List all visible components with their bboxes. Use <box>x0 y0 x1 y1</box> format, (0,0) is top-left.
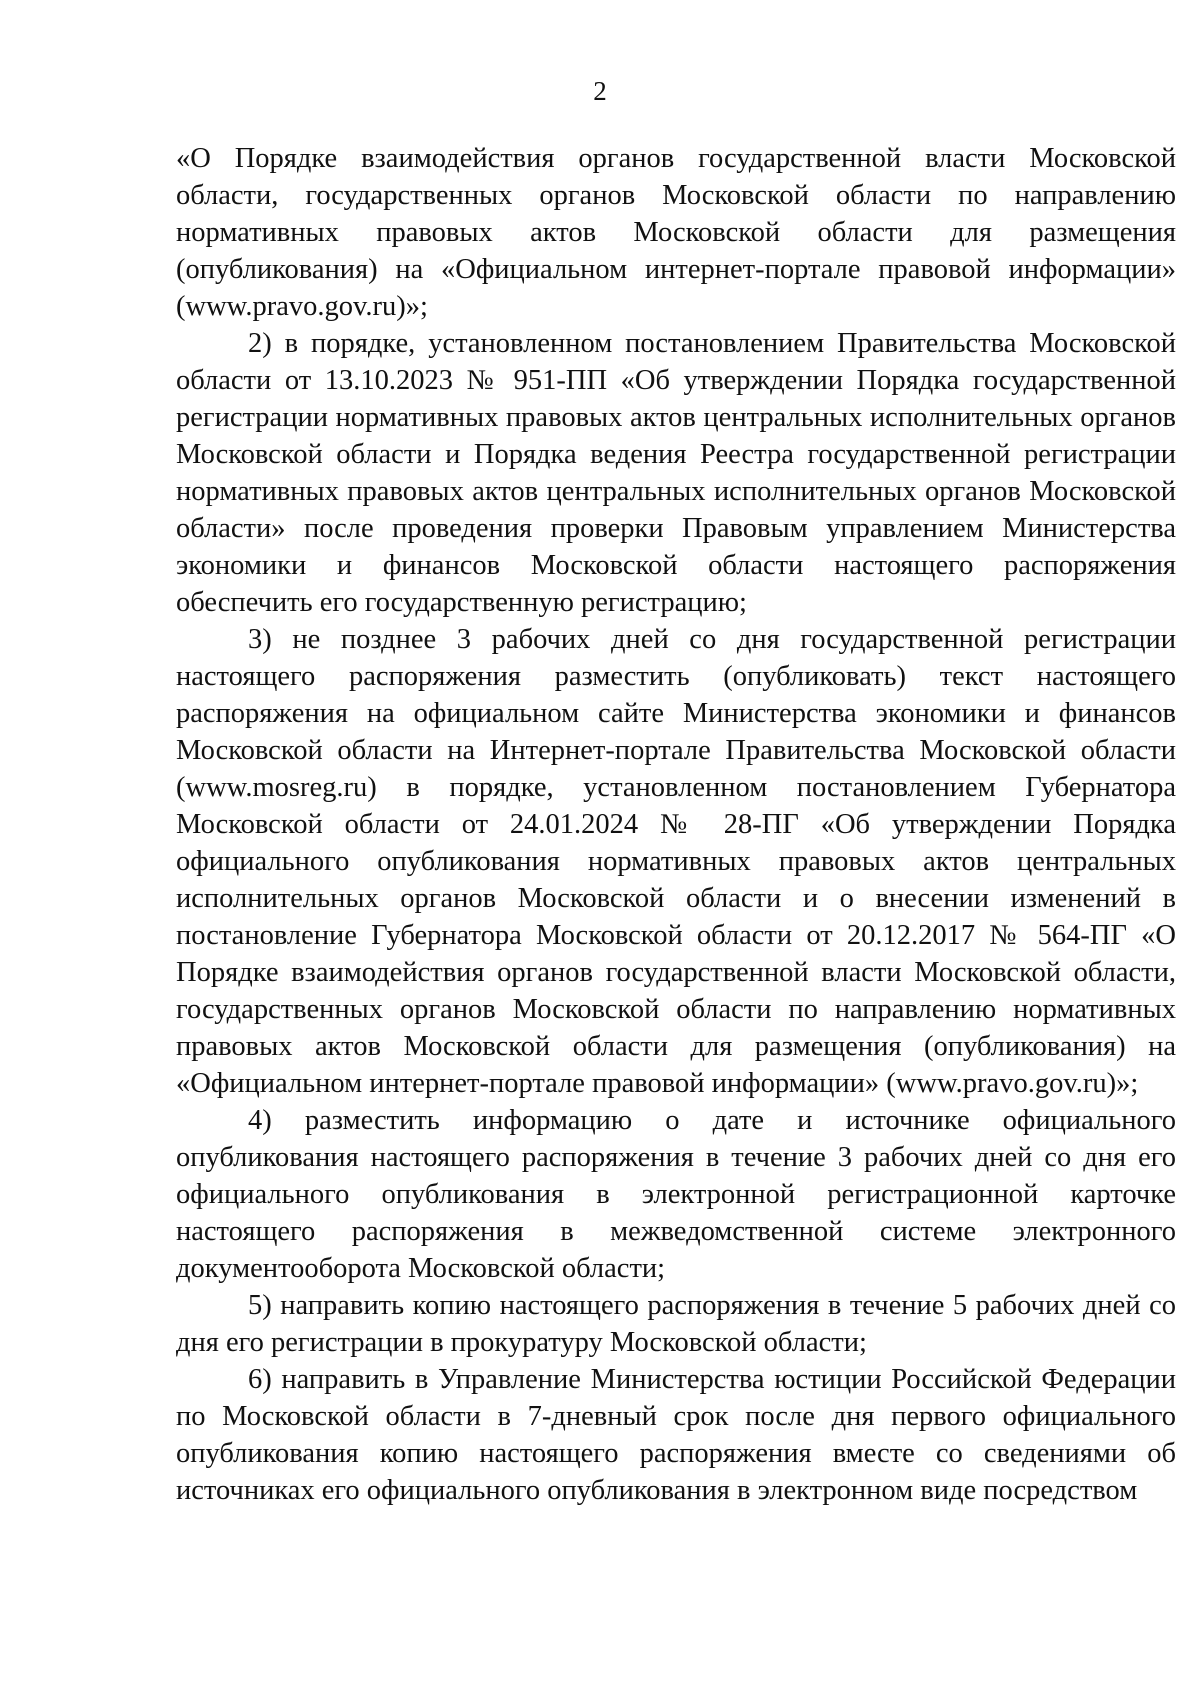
paragraph-item-4: 4) разместить информацию о дате и источнике официального опубликования настоящего распоряжения в течение 3 рабочих дней со дня его официального опубликования в электронной регистрационной карточке настоящего распоряжения в межведомственной системе электронного документооборота Московской области; <box>176 1105 1176 1284</box>
paragraph-item-5: 5) направить копию настоящего распоряжения в течение 5 рабочих дней со дня его регистрации в прокуратуру Московской области; <box>176 1290 1176 1358</box>
page-number: 2 <box>593 76 607 106</box>
paragraph-continuation: «О Порядке взаимодействия органов государственной власти Московской области, государственных органов Московской области по направлению нормативных правовых актов Московской области для размещения (опубликования) на «Официальном интернет-портале правовой информации» (www.pravo.gov.ru)»; <box>176 143 1176 322</box>
paragraph-item-2: 2) в порядке, установленном постановлением Правительства Московской области от 13.10.2023 № 951-ПП «Об утверждении Порядка государственной регистрации нормативных правовых актов центральных исполнительных органов Московской области и Порядка ведения Реестра государственной регистрации нормативных правовых актов центральных исполнительных органов Московской области» после проведения проверки Правовым управлением Министерства экономики и финансов Московской области настоящего распоряжения обеспечить его государственную регистрацию; <box>176 328 1176 618</box>
paragraph-item-6: 6) направить в Управление Министерства юстиции Российской Федерации по Московской области в 7-дневный срок после дня первого официального опубликования копию настоящего распоряжения вместе со сведениями об источниках его официального опубликования в электронном виде посредством <box>176 1364 1176 1506</box>
paragraph-item-3: 3) не позднее 3 рабочих дней со дня государственной регистрации настоящего распоряжения разместить (опубликовать) текст настоящего распоряжения на официальном сайте Министерства экономики и финансов Московской области на Интернет-портале Правительства Московской области (www.mosreg.ru) в порядке, установленном постановлением Губернатора Московской области от 24.01.2024 № 28-ПГ «Об утверждении Порядка официального опубликования нормативных правовых актов центральных исполнительных органов Московской области и о внесении изменений в постановление Губернатора Московской области от 20.12.2017 № 564-ПГ «О Порядке взаимодействия органов государственной власти Московской области, государственных органов Московской области по направлению нормативных правовых актов Московской области для размещения (опубликования) на «Официальном интернет-портале правовой информации» (www.pravo.gov.ru)»; <box>176 624 1176 1099</box>
document-body <box>176 140 1176 1509</box>
